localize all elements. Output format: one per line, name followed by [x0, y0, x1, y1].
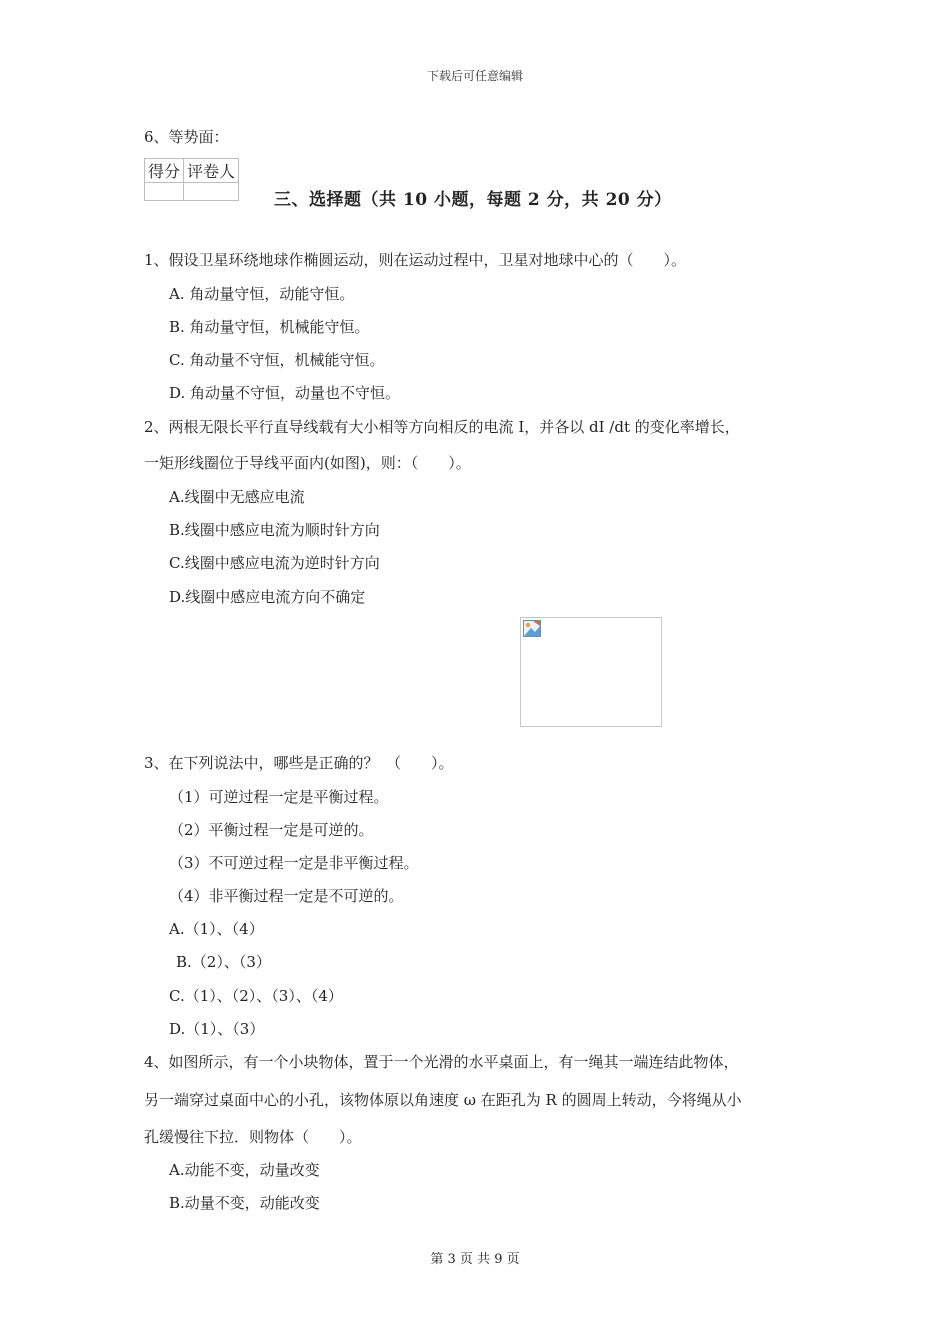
question-2-option-b: B.线圈中感应电流为顺时针方向	[169, 521, 380, 539]
page-header: 下载后可任意编辑	[426, 69, 523, 83]
question-1-option-d: D. 角动量不守恒，动量也不守恒。	[169, 384, 401, 402]
question-3-statement-2: （2）平衡过程一定是可逆的。	[169, 821, 374, 839]
question-6-term: 6、等势面：	[144, 128, 229, 146]
question-3-statement-1: （1）可逆过程一定是平衡过程。	[169, 788, 389, 806]
question-3-stem: 3、在下列说法中，哪些是正确的？ （ ）。	[144, 754, 454, 772]
question-4-stem-line-1: 4、如图所示，有一个小块物体，置于一个光滑的水平桌面上，有一绳其一端连结此物体，	[144, 1053, 739, 1071]
page-footer: 第 3 页 共 9 页	[430, 1252, 520, 1267]
broken-image-icon	[523, 620, 541, 637]
question-1-stem: 1、假设卫星环绕地球作椭圆运动，则在运动过程中，卫星对地球中心的（ ）。	[144, 251, 687, 269]
question-1-option-c: C. 角动量不守恒，机械能守恒。	[169, 351, 385, 369]
score-table	[144, 158, 239, 201]
question-1-option-b: B. 角动量守恒，机械能守恒。	[169, 318, 370, 336]
grader-cell-blank	[184, 183, 239, 201]
question-3-option-c: C.（1）、（2）、（3）、（4）	[169, 987, 343, 1005]
section-title: 三、选择题（共 10 小题，每题 2 分，共 20 分）	[274, 190, 672, 210]
score-cell-blank	[145, 183, 184, 201]
question-3-statement-3: （3）不可逆过程一定是非平衡过程。	[169, 854, 419, 872]
question-3-option-b: B.（2）、（3）	[176, 953, 271, 971]
question-4-option-a: A.动能不变，动量改变	[169, 1161, 320, 1179]
question-3-option-d: D.（1）、（3）	[169, 1020, 265, 1038]
question-2-option-d: D.线圈中感应电流方向不确定	[169, 588, 366, 606]
question-3-statement-4: （4）非平衡过程一定是不可逆的。	[169, 887, 404, 905]
question-2-stem-line-1: 2、两根无限长平行直导线载有大小相等方向相反的电流 I，并各以 dI /dt 的变化率增长，	[144, 418, 740, 436]
question-4-stem-line-3: 孔缓慢往下拉．则物体（ ）。	[144, 1128, 362, 1146]
question-1-option-a: A. 角动量守恒，动能守恒。	[169, 285, 355, 303]
question-2-stem-line-2: 一矩形线圈位于导线平面内(如图)，则：（ ）。	[144, 454, 471, 472]
question-3-option-a: A.（1）、（4）	[169, 920, 264, 938]
question-4-option-b: B.动量不变，动能改变	[169, 1194, 320, 1212]
question-2-option-c: C.线圈中感应电流为逆时针方向	[169, 554, 380, 572]
score-cell-label: 得分	[145, 159, 184, 183]
grader-cell-label: 评卷人	[184, 159, 239, 183]
figure-placeholder	[520, 617, 662, 727]
question-2-option-a: A.线圈中无感应电流	[169, 488, 305, 506]
question-4-stem-line-2: 另一端穿过桌面中心的小孔，该物体原以角速度 ω 在距孔为 R 的圆周上转动，今将绳从小	[144, 1091, 742, 1109]
